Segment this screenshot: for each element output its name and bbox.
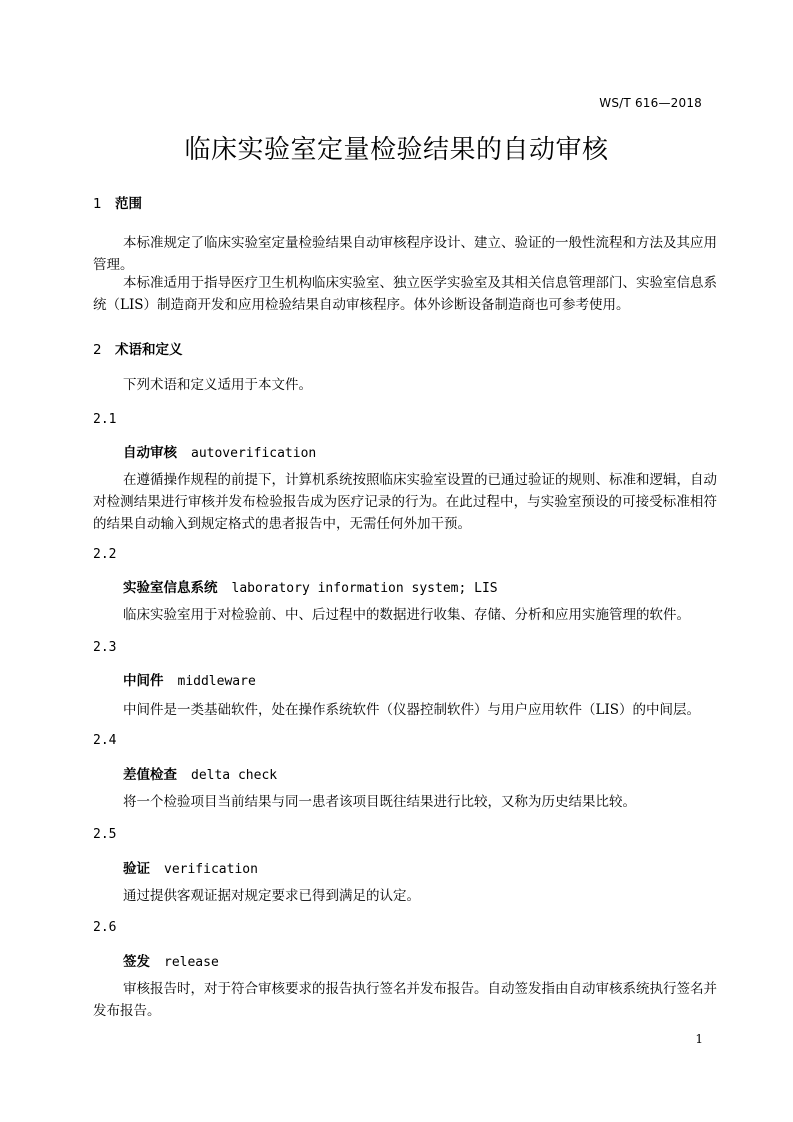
- term-zh: 验证: [123, 861, 150, 877]
- term-entry: [123, 950, 219, 970]
- term-definition: 审核报告时，对于符合审核要求的报告执行签名并发布报告。自动签发指由自动审核系统执行签名并发布报告。: [93, 981, 717, 1019]
- clause-number: 2.4: [93, 733, 117, 748]
- section-number: 2: [93, 342, 102, 358]
- term-definition: 通过提供客观证据对规定要求已得到满足的认定。: [123, 888, 420, 904]
- term-en: verification: [164, 862, 258, 877]
- document-title: 临床实验室定量检验结果的自动审核: [184, 135, 609, 165]
- clause-number: 2.2: [93, 547, 117, 562]
- term-entry: [123, 576, 498, 596]
- term-entry: [123, 857, 258, 877]
- term-definition: 在遵循操作规程的前提下，计算机系统按照临床实验室设置的已通过验证的规则、标准和逻辑，自动对检测结果进行审核并发布检验报告成为医疗记录的行为。在此过程中，与实验室预设的可接受标准相符的结果自动输入到规定格式的患者报告中，无需任何外加干预。: [93, 472, 717, 532]
- term-zh: 实验室信息系统: [123, 580, 218, 596]
- term-en: release: [164, 955, 219, 970]
- term-definition: 将一个检验项目当前结果与同一患者该项目既往结果进行比较，又称为历史结果比较。: [123, 794, 636, 810]
- section-title: 范围: [115, 196, 142, 212]
- clause-number: 2.1: [93, 412, 117, 427]
- section-number: 1: [93, 196, 102, 212]
- term-entry: [123, 441, 316, 461]
- section-2-heading: [93, 338, 183, 358]
- term-en: middleware: [177, 674, 256, 689]
- section-title: 术语和定义: [115, 342, 183, 358]
- clause-number: 2.3: [93, 640, 117, 655]
- terms-intro: 下列术语和定义适用于本文件。: [123, 377, 312, 393]
- term-entry: [123, 669, 256, 689]
- standard-code: WS/T 616—2018: [599, 96, 702, 110]
- scope-paragraph-2: 本标准适用于指导医疗卫生机构临床实验室、独立医学实验室及其相关信息管理部门、实验室信息系统（LIS）制造商开发和应用检验结果自动审核程序。体外诊断设备制造商也可参考使用。: [93, 275, 717, 313]
- term-en: delta check: [191, 768, 278, 783]
- term-en: laboratory information system; LIS: [231, 581, 498, 596]
- page-number: 1: [695, 1032, 703, 1046]
- term-zh: 自动审核: [123, 445, 177, 461]
- clause-number: 2.6: [93, 920, 117, 935]
- section-1-heading: [93, 192, 142, 212]
- term-zh: 中间件: [123, 673, 164, 689]
- term-definition: 中间件是一类基础软件，处在操作系统软件（仪器控制软件）与用户应用软件（LIS）的中间层。: [123, 702, 701, 718]
- term-en: autoverification: [191, 446, 317, 461]
- term-zh: 签发: [123, 954, 150, 970]
- scope-paragraph-1: 本标准规定了临床实验室定量检验结果自动审核程序设计、建立、验证的一般性流程和方法及其应用管理。: [93, 235, 717, 273]
- term-zh: 差值检查: [123, 767, 177, 783]
- term-entry: [123, 763, 277, 783]
- clause-number: 2.5: [93, 827, 117, 842]
- term-definition: 临床实验室用于对检验前、中、后过程中的数据进行收集、存储、分析和应用实施管理的软件。: [123, 607, 690, 623]
